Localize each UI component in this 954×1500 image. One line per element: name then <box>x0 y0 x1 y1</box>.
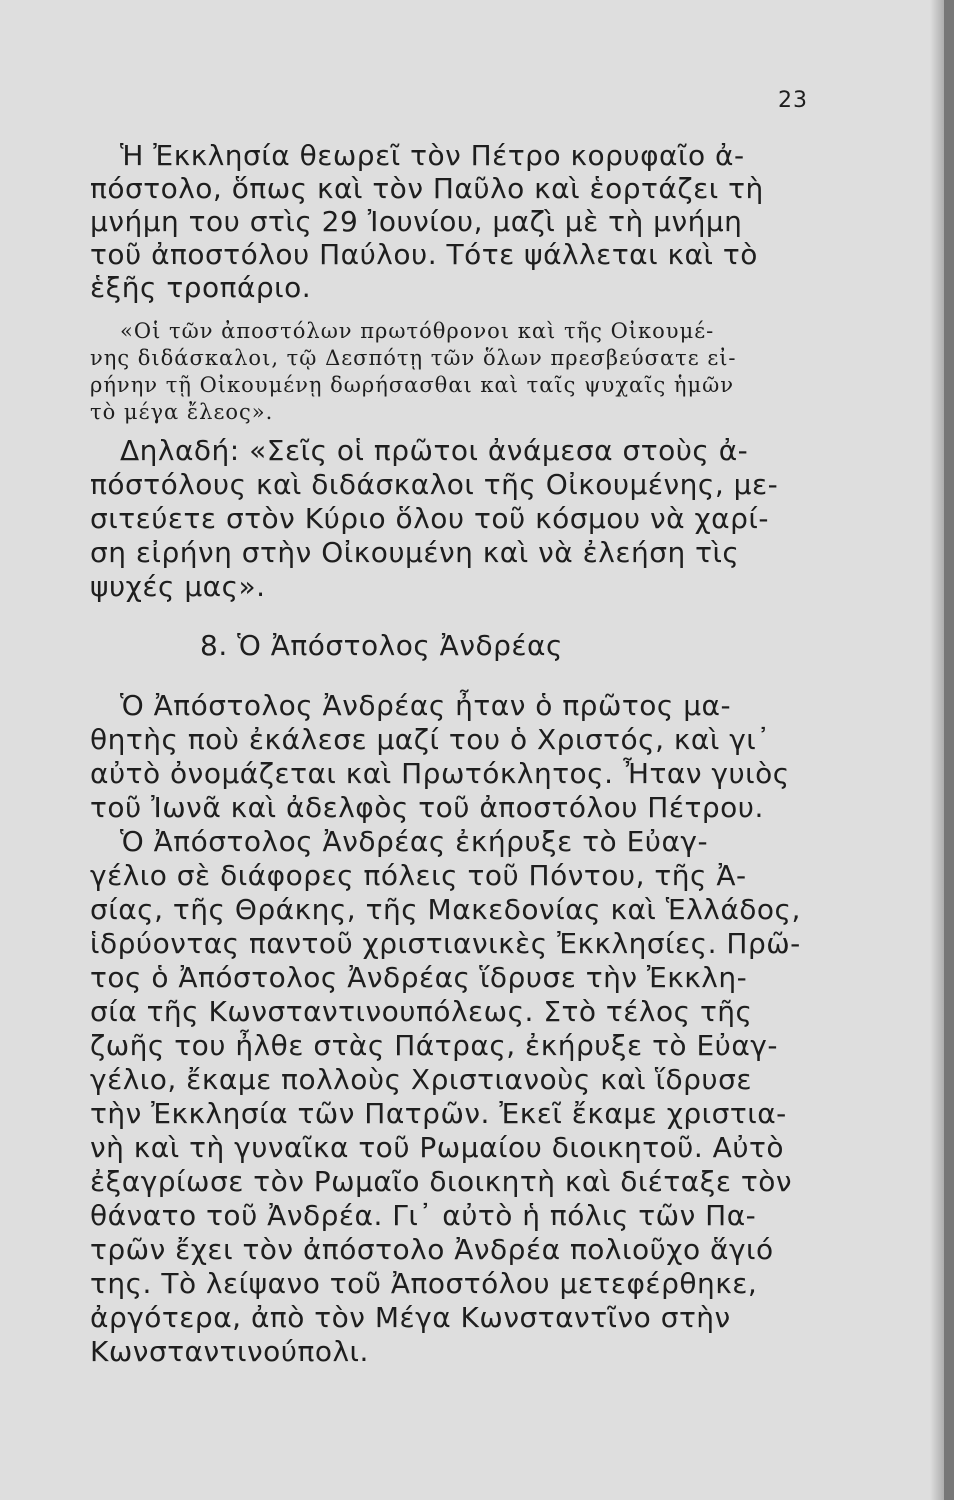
paragraph-2-line: ψυχές μας». <box>90 570 266 603</box>
paragraph-4-line: τρῶν ἔχει τὸν ἀπόστολο Ἀνδρέα πολιοῦχο ἅγιό <box>90 1233 774 1266</box>
paragraph-1-line: ἑξῆς τροπάριο. <box>90 271 312 304</box>
hymn-line: νης διδάσκαλοι, τῷ Δεσπότῃ τῶν ὅλων πρεσβεύσατε εἰ- <box>90 346 737 370</box>
paragraph-1-line: πόστολο, ὅπως καὶ τὸν Παῦλο καὶ ἑορτάζει τὴ <box>90 172 764 205</box>
paragraph-4-line: τὴν Ἐκκλησία τῶν Πατρῶν. Ἐκεῖ ἔκαμε χριστια- <box>90 1097 787 1130</box>
page-number: 23 <box>778 88 808 113</box>
paragraph-4-line: ἱδρύοντας παντοῦ χριστιανικὲς Ἐκκλησίες. Πρῶ- <box>90 927 801 960</box>
paragraph-4-line: Κωνσταντινούπολι. <box>90 1335 369 1368</box>
paragraph-3-line: αὐτὸ ὀνομάζεται καὶ Πρωτόκλητος. Ἦταν γυιὸς <box>90 757 790 790</box>
paragraph-4-line: της. Τὸ λείψανο τοῦ Ἀποστόλου μετεφέρθηκε, <box>90 1267 758 1300</box>
paragraph-3-line: Ὁ Ἀπόστολος Ἀνδρέας ἦταν ὁ πρῶτος μα- <box>120 689 732 722</box>
hymn-line: «Οἱ τῶν ἀποστόλων πρωτόθρονοι καὶ τῆς Οἰκουμέ- <box>120 319 715 343</box>
paragraph-4-line: σία τῆς Κωνσταντινουπόλεως. Στὸ τέλος τῆς <box>90 995 753 1028</box>
paragraph-4-line: ἐξαγρίωσε τὸν Ρωμαῖο διοικητὴ καὶ διέταξε τὸν <box>90 1165 793 1198</box>
paragraph-4-line: γέλιο, ἔκαμε πολλοὺς Χριστιανοὺς καὶ ἵδρυσε <box>90 1063 752 1096</box>
paragraph-4-line: ζωῆς του ἦλθε στὰς Πάτρας, ἐκήρυξε τὸ Εὐαγ- <box>90 1029 778 1062</box>
paragraph-2-line: σιτεύετε στὸν Κύριο ὅλου τοῦ κόσμου νὰ χαρί- <box>90 502 769 535</box>
paragraph-4-line: σίας, τῆς Θράκης, τῆς Μακεδονίας καὶ Ἑλλάδος, <box>90 893 801 926</box>
paragraph-1-line: Ἡ Ἐκκλησία θεωρεῖ τὸν Πέτρο κορυφαῖο ἀ- <box>120 139 745 172</box>
paragraph-1-line: μνήμη του στὶς 29 Ἰουνίου, μαζὶ μὲ τὴ μνήμη <box>90 205 743 238</box>
paragraph-2-line: ση εἰρήνη στὴν Οἰκουμένη καὶ νὰ ἐλεήση τὶς <box>90 536 740 569</box>
paragraph-2-line: Δηλαδή: «Σεῖς οἱ πρῶτοι ἀνάμεσα στοὺς ἀ- <box>120 434 749 467</box>
paragraph-4-line: ἀργότερα, ἀπὸ τὸν Μέγα Κωνσταντῖνο στὴν <box>90 1301 731 1334</box>
section-heading: 8. Ὁ Ἀπόστολος Ἀνδρέας <box>200 629 563 662</box>
page-edge-shadow <box>930 0 944 1500</box>
paragraph-4-line: γέλιο σὲ διάφορες πόλεις τοῦ Πόντου, τῆς Ἀ- <box>90 859 747 892</box>
paragraph-3-line: θητὴς ποὺ ἐκάλεσε μαζί του ὁ Χριστός, καὶ γι᾿ <box>90 723 771 756</box>
paragraph-1-line: τοῦ ἀποστόλου Παύλου. Τότε ψάλλεται καὶ τὸ <box>90 238 758 271</box>
paragraph-4-line: θάνατο τοῦ Ἀνδρέα. Γι᾿ αὐτὸ ἡ πόλις τῶν Πα- <box>90 1199 757 1232</box>
hymn-line: τὸ μέγα ἔλεος». <box>90 400 274 424</box>
paragraph-4-line: νὴ καὶ τὴ γυναῖκα τοῦ Ρωμαίου διοικητοῦ. Αὐτὸ <box>90 1131 785 1164</box>
paragraph-3-line: τοῦ Ἰωνᾶ καὶ ἀδελφὸς τοῦ ἀποστόλου Πέτρου. <box>90 791 764 824</box>
paragraph-4-line: τος ὁ Ἀπόστολος Ἀνδρέας ἵδρυσε τὴν Ἐκκλη- <box>90 961 748 994</box>
hymn-line: ρήνην τῇ Οἰκουμένῃ δωρήσασθαι καὶ ταῖς ψυχαῖς ἡμῶν <box>90 373 735 397</box>
paragraph-4-line: Ὁ Ἀπόστολος Ἀνδρέας ἐκήρυξε τὸ Εὐαγ- <box>120 825 709 858</box>
paragraph-2-line: πόστόλους καὶ διδάσκαλοι τῆς Οἰκουμένης, με- <box>90 468 779 501</box>
